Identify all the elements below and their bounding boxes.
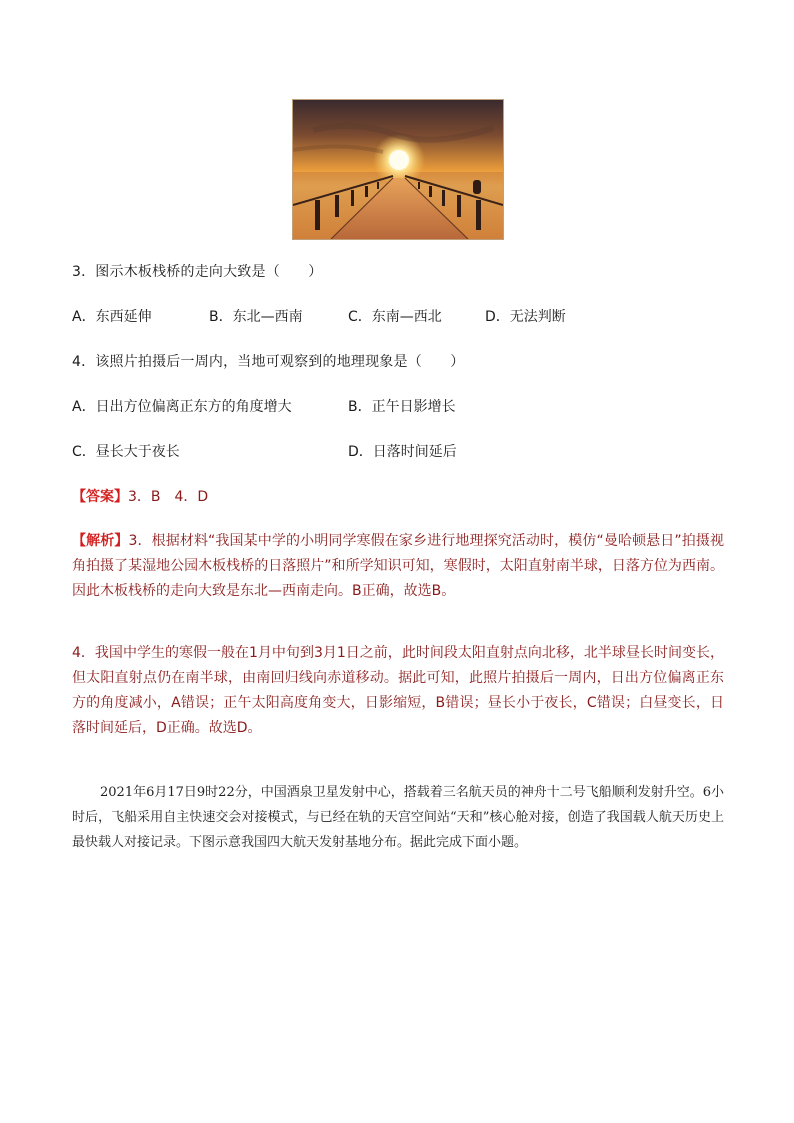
q4-option-a[interactable]: A．日出方位偏离正东方的角度增大 <box>72 399 292 415</box>
answer-tag: 【答案】 <box>72 489 128 505</box>
question-4-stem: 4．该照片拍摄后一周内，当地可观察到的地理现象是（ ） <box>72 354 465 370</box>
q3-option-c[interactable]: C．东南—西北 <box>348 309 442 325</box>
analysis-paragraph-1 <box>72 529 724 604</box>
analysis-tag: 【解析】 <box>72 533 129 549</box>
question-3-stem: 3．图示木板栈桥的走向大致是（ ） <box>72 264 323 280</box>
analysis-text-1: 3．根据材料“我国某中学的小明同学寒假在家乡进行地理探究活动时，模仿“曼哈顿悬日”拍摄视角拍摄了某湿地公园木板栈桥的日落照片”和所学知识可知，寒假时，太阳直射南半球，日落方位为西南。因此木板栈桥的走向大致是东北—西南走向。B正确，故选B。 <box>72 533 725 599</box>
photo-illustration <box>293 100 503 239</box>
q3-option-b[interactable]: B．东北—西南 <box>209 309 303 325</box>
q3-option-d[interactable]: D．无法判断 <box>485 309 566 325</box>
q3-option-a[interactable]: A．东西延伸 <box>72 309 152 325</box>
sunset-pier-photo <box>292 99 504 240</box>
answer-text: 3．B 4．D <box>128 489 209 505</box>
analysis-paragraph-2: 4．我国中学生的寒假一般在1月中旬到3月1日之前，此时间段太阳直射点向北移，北半球昼长时间变长，但太阳直射点仍在南半球，由南回归线向赤道移动。据此可知，此照片拍摄后一周内，日出方位偏离正东方的角度减小，A错误；正午太阳高度角变大，日影缩短，B错误；昼长小于夜长，C错误；白昼变长，日落时间延后，D正确。故选D。 <box>72 645 724 736</box>
material-paragraph: 2021年6月17日9时22分，中国酒泉卫星发射中心，搭载着三名航天员的神舟十二号飞船顺利发射升空。6小时后，飞船采用自主快速交会对接模式，与已经在轨的天宫空间站“天和”核心舱对接，创造了我国载人航天历史上最快载人对接记录。下图示意我国四大航天发射基地分布。据此完成下面小题。 <box>72 785 724 850</box>
q4-option-d[interactable]: D．日落时间延后 <box>348 444 457 460</box>
q4-option-c[interactable]: C．昼长大于夜长 <box>72 444 180 460</box>
answer-line <box>72 487 208 507</box>
q4-option-b[interactable]: B．正午日影增长 <box>348 399 456 415</box>
